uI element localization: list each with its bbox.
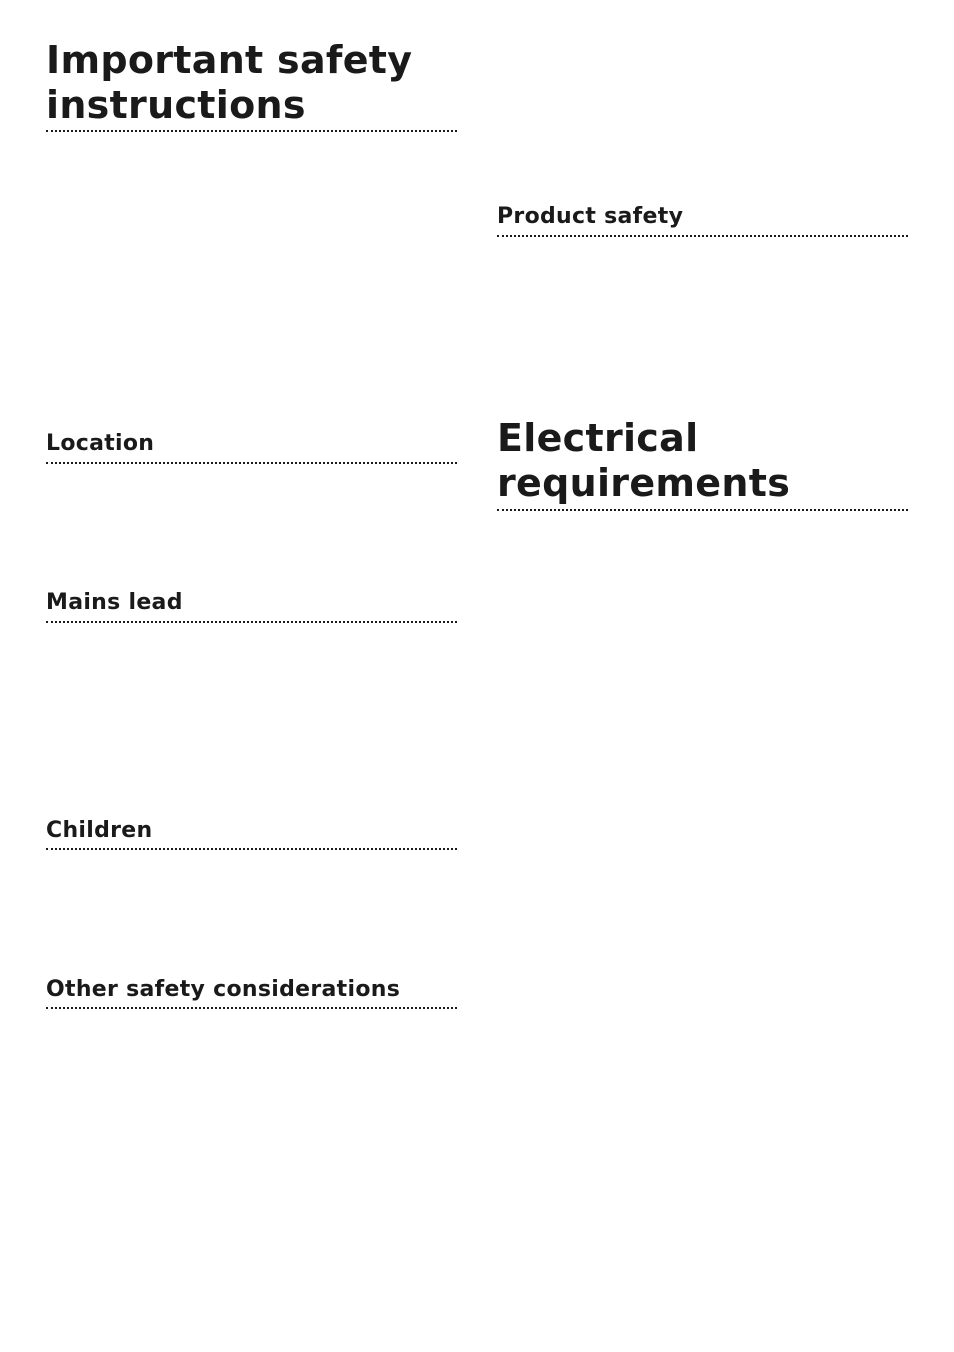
section-divider: [46, 1007, 457, 1009]
section-divider: [497, 235, 908, 237]
heading-location: Location: [46, 431, 155, 456]
section-divider: [46, 462, 457, 464]
heading-mains-lead: Mains lead: [46, 590, 183, 615]
heading-line: instructions: [46, 83, 306, 127]
heading-product-safety: Product safety: [497, 204, 684, 229]
heading-children: Children: [46, 818, 153, 843]
section-divider: [497, 509, 908, 511]
section-divider: [46, 621, 457, 623]
heading-important-safety-instructions: [46, 38, 412, 128]
section-divider: [46, 848, 457, 850]
heading-other-safety-considerations: Other safety considerations: [46, 977, 401, 1002]
heading-line: Electrical: [497, 416, 699, 460]
section-divider: [46, 130, 457, 132]
heading-electrical-requirements: [497, 416, 790, 506]
heading-line: Important safety: [46, 38, 413, 82]
heading-line: requirements: [497, 461, 791, 505]
